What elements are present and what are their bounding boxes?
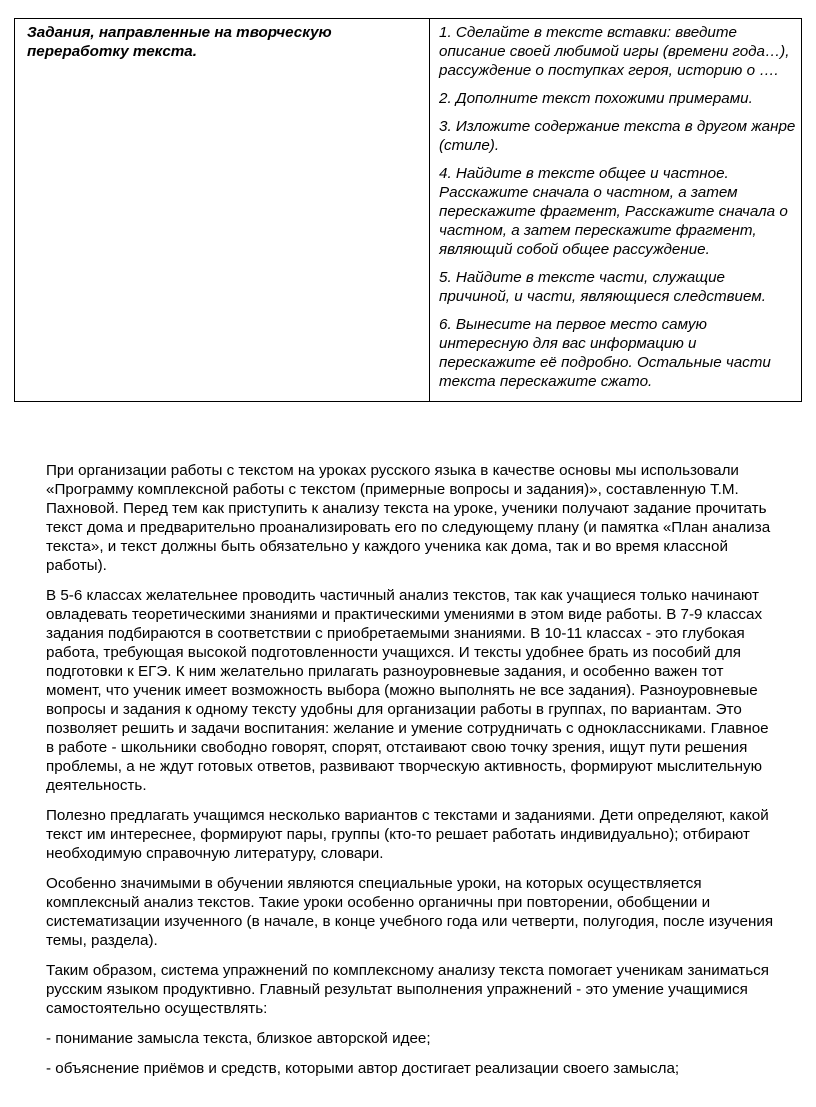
task-category-cell: Задания, направленные на творческую переработку текста. [15, 19, 430, 402]
task-list-cell [430, 19, 802, 402]
paragraph-4: Особенно значимыми в обучении являются специальные уроки, на которых осуществляется комплексный анализ текстов. Такие уроки особенно органичны при повторении, обобщении и систематизации изученного (в начале, в конце учебного года или четверти, полугодия, после изучения темы, раздела). [46, 875, 774, 949]
paragraph-5: Таким образом, система упражнений по комплексному анализу текста помогает ученикам заниматься русским языком продуктивно. Главный результат выполнения упражнений - это умение учащимися самостоятельно осуществлять: [46, 962, 769, 1017]
paragraph-3: Полезно предлагать учащимся несколько вариантов с текстами и заданиями. Дети определяют, какой текст им интереснее, формируют пары, группы (кто-то решает работать индивидуально); отбирают необходимую справочную литературу, словари. [46, 807, 769, 862]
paragraph-2: В 5-6 классах желательнее проводить частичный анализ текстов, так как учащиеся только начинают овладевать теоретическими знаниями и практическими умениями в этом виде работы. В 7-9 классах задания подбираются в соответствии с приобретаемыми знаниями. В 10-11 классах - это глубокая работа, требующая высокой подготовленности учащихся. И тексты удобнее брать из пособий для подготовки к ЕГЭ. К ним желательно прилагать разноуровневые задания, и особенно важен тот момент, что ученик имеет возможность выбора (можно выполнять не все задания). Разноуровневые вопросы и задания к одному тексту удобны для организации работы в группах, по вариантам. Это позволяет решить и задачи воспитания: желание и умение сотрудничать с одноклассниками. Главное в работе - школьники свободно говорят, спорят, отстаивают свою точку зрения, ищут пути решения проблемы, а не ждут готовых ответов, развивают творческую активность, формируют мыслительную деятельность. [46, 587, 769, 794]
table-row [15, 19, 802, 402]
paragraph-1: При организации работы с текстом на уроках русского языка в качестве основы мы использовали «Программу комплексной работы с текстом (примерные вопросы и задания)», составленную Т.М. Пахновой. Перед тем как приступить к анализу текста на уроке, ученики получают задание прочитать текст дома и предварительно проанализировать его по следующему плану (и памятка «План анализа текста», и текст должны быть обязательно у каждого ученика как дома, так и во время классной работы). [46, 462, 771, 574]
task-item-1: 1. Сделайте в тексте вставки: введите описание своей любимой игры (времени года…), рассуждение о поступках героя, историю о …. [439, 24, 790, 79]
tasks-table [14, 18, 802, 402]
list-item-2: - объяснение приёмов и средств, которыми автор достигает реализации своего замысла; [46, 1060, 680, 1077]
task-item-6: 6. Вынесите на первое место самую интересную для вас информацию и перескажите её подробно. Остальные части текста перескажите сжато. [439, 316, 771, 390]
task-item-3: 3. Изложите содержание текста в другом жанре (стиле). [439, 118, 796, 154]
list-item-1: - понимание замысла текста, близкое авторской идее; [46, 1030, 431, 1047]
task-item-2: 2. Дополните текст похожими примерами. [439, 90, 753, 107]
task-item-5: 5. Найдите в тексте части, служащие причиной, и части, являющиеся следствием. [439, 269, 766, 305]
task-item-4: 4. Найдите в тексте общее и частное. Расскажите сначала о частном, а затем перескажите фрагмент, Расскажите сначала о частном, а затем перескажите фрагмент, являющий собой общее рассуждение. [439, 165, 788, 258]
body-text [46, 461, 780, 1089]
